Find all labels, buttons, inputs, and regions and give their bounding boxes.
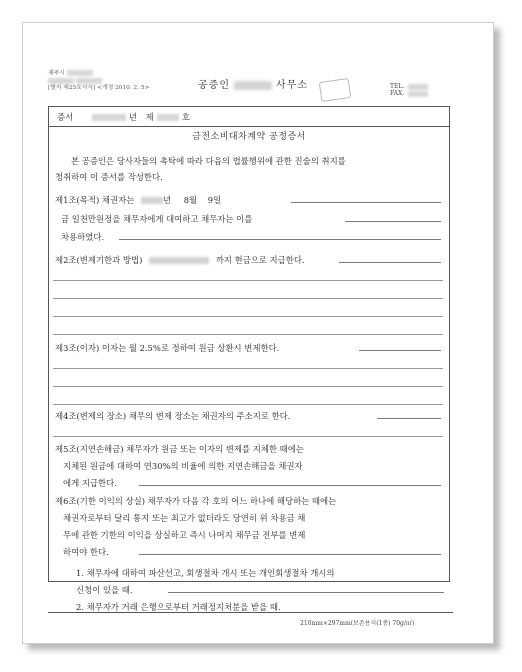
document-title: 금전소비대차계약 공정증서 xyxy=(192,132,306,142)
article-5-line-1: 제5조(지연손해금) 채무자가 원금 또는 이자의 변제를 지체한 때에는 xyxy=(55,444,304,454)
redacted-fax xyxy=(408,91,428,97)
fill-line xyxy=(139,554,441,555)
redacted-text xyxy=(67,70,93,76)
redacted-text xyxy=(76,78,102,84)
tel-label: TEL. xyxy=(390,83,405,90)
deed-box xyxy=(48,106,450,582)
article-6-item-1: 1. 채무자에 대하여 파산선고, 회생절차 개시 또는 개인회생절차 개시의 xyxy=(76,568,335,578)
intro-line-2: 청취하여 이 증서를 작성한다. xyxy=(55,172,163,182)
article-6-line-3: 무에 관한 기한의 이익을 상실하고 즉시 나머지 채무금 전부를 변제 xyxy=(63,530,306,540)
number-prefix: 제 xyxy=(145,112,154,122)
article-5-line-3: 에게 지급한다. xyxy=(63,478,117,488)
blank-line xyxy=(53,316,443,317)
redacted-year xyxy=(141,197,163,204)
fill-line xyxy=(377,418,441,419)
office-suffix: 사무소 xyxy=(275,80,308,91)
redacted-date xyxy=(149,257,209,264)
fill-line xyxy=(345,221,441,222)
article-3: 제3조(이자) 이자는 월 2.5%로 정하여 원금 상환시 변제한다. xyxy=(55,343,280,353)
contact-info xyxy=(390,83,428,97)
redacted-text xyxy=(48,78,74,84)
article-6-line-1: 제6조(기한 이익의 상실) 채무자가 다음 각 호의 어느 하나에 해당하는 때에는 xyxy=(55,496,337,506)
blank-line xyxy=(53,436,443,437)
blank-line xyxy=(53,368,443,369)
header-city: 제주시 xyxy=(48,70,65,77)
article-2 xyxy=(55,254,305,266)
paper-spec: 210mm×297mm(보존용지(1종) 70g/㎡) xyxy=(300,620,415,627)
article-6-line-4: 하여야 한다. xyxy=(63,547,109,557)
article-5-line-2: 지체된 원금에 대하여 연30%의 비율에 의한 지연손해금을 채권자 xyxy=(63,461,303,471)
article-2-heading: 제2조(변제기한과 방법) xyxy=(55,255,143,265)
article-6-item-1-cont: 신청이 있을 때. xyxy=(76,585,133,595)
fill-line xyxy=(291,202,441,203)
fill-line xyxy=(359,350,441,351)
blank-line xyxy=(53,386,443,387)
blank-line xyxy=(53,334,443,335)
fill-line xyxy=(119,239,441,240)
redacted-year xyxy=(92,114,126,121)
intro-line-1: 본 공증인은 당사자들의 촉탁에 따라 다음의 법률행위에 관한 진술의 취지를 xyxy=(71,156,346,166)
notarial-deed-page xyxy=(48,70,453,612)
form-number: [별지 제25호서식] <개정 2010. 2. 5> xyxy=(48,85,150,91)
blank-line xyxy=(53,298,443,299)
article-1-year: 년 xyxy=(162,195,172,205)
blank-line xyxy=(53,404,443,405)
article-1-heading: 제1조(목적) 채권자는 xyxy=(55,195,135,205)
redacted-name xyxy=(234,81,272,90)
fax-label: FAX. xyxy=(390,90,405,97)
article-4: 제4조(변제의 장소) 채무의 변제 장소는 채권자의 주소지로 한다. xyxy=(55,411,291,421)
fill-line xyxy=(168,592,444,593)
header-form-info xyxy=(48,70,149,92)
office-prefix: 공증인 xyxy=(198,80,230,91)
box-bottom-border xyxy=(48,612,453,613)
redacted-number xyxy=(157,114,179,121)
fill-line xyxy=(339,262,441,263)
certificate-number-row xyxy=(49,107,449,127)
fill-line xyxy=(139,485,441,486)
certificate-label: 증서 xyxy=(57,112,74,122)
number-suffix: 호 xyxy=(181,112,190,122)
article-6-item-2: 2. 채무자가 거래 은행으로부터 거래정지처분을 받을 때. xyxy=(76,602,281,612)
article-1-month: 8월 xyxy=(183,195,198,205)
office-name xyxy=(198,80,308,92)
year-suffix: 년 xyxy=(128,112,137,122)
article-1-line-1 xyxy=(55,194,221,206)
redacted-phone xyxy=(408,84,428,90)
blank-line xyxy=(53,280,443,281)
article-2-text: 까지 현금으로 지급한다. xyxy=(215,255,305,265)
office-stamp-icon xyxy=(319,78,351,102)
article-1-line-2: 금 일천만원정을 채무자에게 대여하고 채무자는 이를 xyxy=(61,214,253,224)
article-6-line-2: 채권자로부터 달리 통지 또는 최고가 없더라도 당연히 위 차용금 채 xyxy=(63,513,306,523)
article-1-line-3: 차용하였다. xyxy=(61,232,105,242)
article-1-day: 9일 xyxy=(207,195,222,205)
